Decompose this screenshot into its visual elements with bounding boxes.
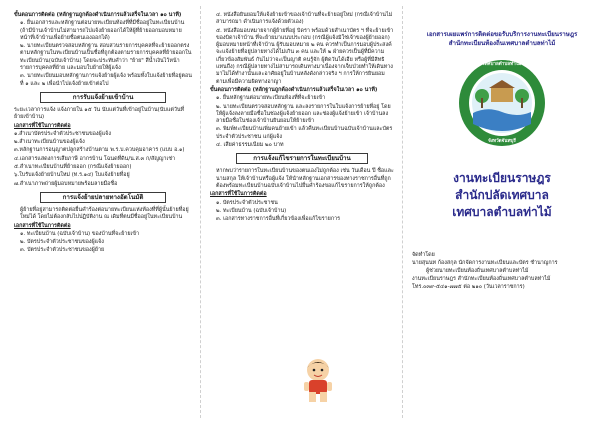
credits-line: โทร.๐๓๙-๕๔๑-๗๗๕ ต่อ ๒๑๐ (วันเวลาราชการ)	[412, 284, 525, 290]
doc-item: ๓.หลักฐานการอนุญาตปลูกสร้างบ้านตาม พ.ร.บ.ควบคุมอาคาร (แบบ อ.๑)	[14, 147, 185, 154]
cover-title-line2: สำนักปลัดเทศบาล	[455, 188, 549, 202]
doc-item: ๑.สำเนาบัตรประจำตัวประชาชนของผู้แจ้ง	[14, 130, 111, 137]
credits-line: นายสุนนท ก้องสกุล นักจัดการงานทะเบียนและบัตร ชำนาญการ	[412, 260, 558, 266]
section-move-in-heading: การรับแจ้งย้ายเข้าบ้าน	[40, 92, 166, 103]
seal-bottom-text: จังหวัดจันทบุรี	[488, 139, 516, 144]
edit-house-intro: หากพบว่ารายการในทะเบียนบ้านของตนเองไม่ถูกต้อง เช่น วันเดือน ปี ชื่อและนามสกุล ให้เจ้าบ้านหรือผู้แจ้ง ให้นำหลักฐานเอกสารของทางราชการอื่นที่ถูกต้องพร้อมทะเบียนบ้านฉบับเจ้าบ้านไปยื่นคำร้องขอแก้ไขรายการให้ถูกต้อง	[216, 168, 394, 189]
credits-line: ผู้ช่วยนายทะเบียนท้องถิ่นเทศบาลตำบลท่าไม้	[426, 268, 529, 274]
credits-line: งานทะเบียนราษฎร สำนักทะเบียนท้องถิ่นเทศบาลตำบลท่าไม้	[412, 276, 551, 282]
doc-item: ๗.สำเนาภาพถ่ายผู้มอบหมายพร้อมลายมือชื่อ	[14, 180, 118, 187]
fold-divider	[402, 6, 403, 418]
step-item: ๑. ยื่นเอกสารและหลักฐานต่อนายทะเบียนท้องที่ที่มีชื่ออยู่ในทะเบียนบ้าน (ถ้ามีบ้านเจ้าบ้านไม่สามารถไปแจ้งย้ายออกได้ให้ผู้ที่ย้ายออกมอบหมายหน้าที่เจ้าบ้านเพื่อย้ายชื่อตนเองออกได้)	[20, 20, 185, 41]
fold-divider	[200, 6, 201, 418]
docs-heading: เอกสารที่ใช้ในการติดต่อ	[14, 122, 71, 129]
doc-item: ๔.เอกสารแสดงการเสียภาษี อากรบ้าน โฉนดที่ดิน/น.ส.๓ ก/สัญญาเช่า	[14, 155, 176, 162]
column-cover	[404, 0, 600, 424]
doc-item: ๖.ใบรับแจ้งย้ายบ้านใหม่ (ท.ร.๑๔) ใบแจ้งย้ายที่อยู่	[14, 172, 130, 179]
seal-top-text: เทศบาลตำบลท่าไม้	[482, 62, 522, 67]
cover-title-line1: งานทะเบียนราษฎร	[453, 171, 551, 185]
credits-label: จัดทำโดย	[412, 252, 435, 258]
cover-header-line2: สำนักทะเบียนท้องถิ่นเทศบาลตำบลท่าไม้	[448, 40, 556, 47]
steps-heading: ขั้นตอนการติดต่อ (หลักฐานถูกต้องดำเนินการแล้วเสร็จในเวลา ๑๐ นาที)	[210, 86, 378, 93]
child-mascot-icon	[300, 356, 336, 404]
section-auto-move-heading: การแจ้งย้ายปลายทางอัตโนมัติ	[40, 192, 166, 203]
docs-heading: เอกสารที่ใช้ในการติดต่อ	[14, 222, 71, 229]
credits-block	[412, 251, 592, 291]
column-left	[6, 0, 198, 424]
doc-item: ๑. บัตรประจำตัวประชาชน	[216, 199, 278, 206]
doc-item: ๓. บัตรประจำตัวประชาชนของผู้ย้าย	[20, 247, 105, 254]
doc-item: ๕.สำเนาทะเบียนบ้านที่ย้ายออก (กรณีแจ้งย้ายออก)	[14, 164, 132, 171]
steps-heading: ขั้นตอนการติดต่อ (หลักฐานถูกต้องดำเนินการแล้วเสร็จในเวลา ๑๐ นาที)	[14, 12, 182, 18]
auto-move-intro: ผู้ย้ายที่อยู่สามารถติดต่อยื่นคำร้องต่อนายทะเบียนแห่งท้องที่ที่ผู้นั้นย้ายที่อยู่ใหม่ได้ โดยไม่ต้องกลับไปปฏิบัติงาน ณ เดิมที่ตนมีชื่ออยู่ในทะเบียนบ้าน	[20, 206, 189, 221]
step-item: ๓. นายทะเบียนมอบหลักฐานการแจ้งย้ายผู้แจ้ง พร้อมทั้งใบแจ้งย้ายที่อยู่ตอนที่ ๑ และ ๒ เพื่อนำไปแจ้งย้ายเข้าต่อไป	[20, 73, 192, 87]
cover-title	[412, 170, 592, 221]
section-edit-house-heading: การแจ้งแก้ไขรายการในทะเบียนบ้าน	[236, 153, 368, 164]
doc-item: ๑. ทะเบียนบ้าน (ฉบับเจ้าบ้าน) ของบ้านที่จะย้ายเข้า	[20, 230, 140, 237]
docs-heading: เอกสารที่ใช้ในการติดต่อ	[210, 191, 267, 198]
step-item: ๔. เสียค่าธรรมเนียม ๒๐ บาท	[216, 142, 284, 149]
doc-item: ๒. ทะเบียนบ้าน (ฉบับเจ้าบ้าน)	[216, 207, 287, 214]
doc-item: ๒.สำเนาทะเบียนบ้านของผู้แจ้ง	[14, 139, 85, 146]
doc-item: ๒. บัตรประจำตัวประชาชนของผู้แจ้ง	[20, 239, 104, 246]
para-item: ๕. หนังสือมอบหมายจากผู้ย้ายที่อยู่ บิดรา พร้อมด้วยสำเนาบัตร ฯ ที่จะย้ายเข้าของบิดาเจ้าบ้าน ที่จะย้ายมาแนบประกอบ (กรณีผู้แจ้งมิใช่เจ้าของผู้ย้ายออก) ผู้มอบหมายหน้าที่เจ้าบ้าน ผู้รับมอบหมาย ๒ คน ควรทำเป็นการมอบผู้ประสงค์จะแจ้งย้ายที่อยู่ปลายทางได้ไม่เกิน ๓ คน และให้ ๒ ฝ่ายควรเป็นผู้ที่มีความเกี่ยวข้องสัมพันธ์ กันไม่ว่าจะเป็นญาติ คนรู้จัก ผู้ติดวันได้เฮีย หรือผู้ที่มีสิทธิแทนถึง) กรณีผู้ปลายทางไม่สามารถเดินทางมาเนื่องจากเจ็บป่วยทำให้เดินทางมาไม่ได้ทำงานั้นและอาศัยอยู่ในบ้านหลังดังกล่าวจริง ฯ การให้การยินยอมตามเพื่อมีความผิดทางอาญา	[216, 27, 394, 85]
step-item: ๒. นายทะเบียนตรวจสอบหลักฐาน และลงรายการในใบแจ้งการย้ายที่อยู่ โดยให้ผู้แจ้งลงลายมือชื่อในช่องผู้แจ้งย้ายออก และช่องผู้แจ้งย้ายเข้า เจ้าบ้านลงลายมือชื่อในช่องเจ้าบ้านยินยอมให้ย้ายเข้า	[216, 103, 391, 125]
step-item: ๓. พิมพ์ทะเบียนบ้านเพิ่มคนย้ายเข้า แล้วคืนทะเบียนบ้านฉบับเจ้าบ้านและบัตรประจำตัวประชาชน แก่ผู้แจ้ง	[216, 126, 393, 140]
cover-title-line3: เทศบาลตำบลท่าไม้	[452, 205, 552, 219]
cover-header-line1: เอกสารเผยแพร่การติดต่อขอรับบริการงานทะเบียนราษฎร	[426, 31, 578, 38]
para-item: ๔. หนังสือยินยอมให้แจ้งย้ายเข้าของเจ้าบ้านที่จะย้ายอยู่ใหม่ (กรณีเจ้าบ้านไม่สามารถมา ดำเนินการแจ้งด้วยตัวเอง)	[216, 12, 393, 26]
doc-item: ๓. เอกสารทางราชการอื่นที่เกี่ยวข้องเพื่อแก้ไขรายการ	[216, 216, 341, 223]
municipality-seal-icon	[457, 58, 547, 148]
move-in-intro: ระยะเวลาการแจ้ง แจ้งภายใน ๑๕ วัน นับแต่วันที่เข้าอยู่ในบ้าน(นับแต่วันที่ย้ายเข้าบ้าน)	[14, 106, 185, 121]
step-item: ๑. ยื่นหลักฐานต่อนายทะเบียนท้องที่ที่จะย้ายเข้า	[216, 95, 326, 102]
step-item: ๒. นายทะเบียนตรวจสอบหลักฐาน สอบสวนรายการบุคคลที่จะย้ายออกตรงตามหลักฐานในทะเบียนบ้านเป็นชื่อที่ถูกต้องตามรายการบุคคลที่ย้ายออกในทะเบียนบ้าน(ฉบับเจ้าบ้าน) โดยจะประทับคำว่า "ย้าย" สีน้ำเงินไว้หน้ารายการบุคคลที่ย้าย และมอบใบย้ายให้ผู้แจ้ง	[20, 43, 192, 72]
